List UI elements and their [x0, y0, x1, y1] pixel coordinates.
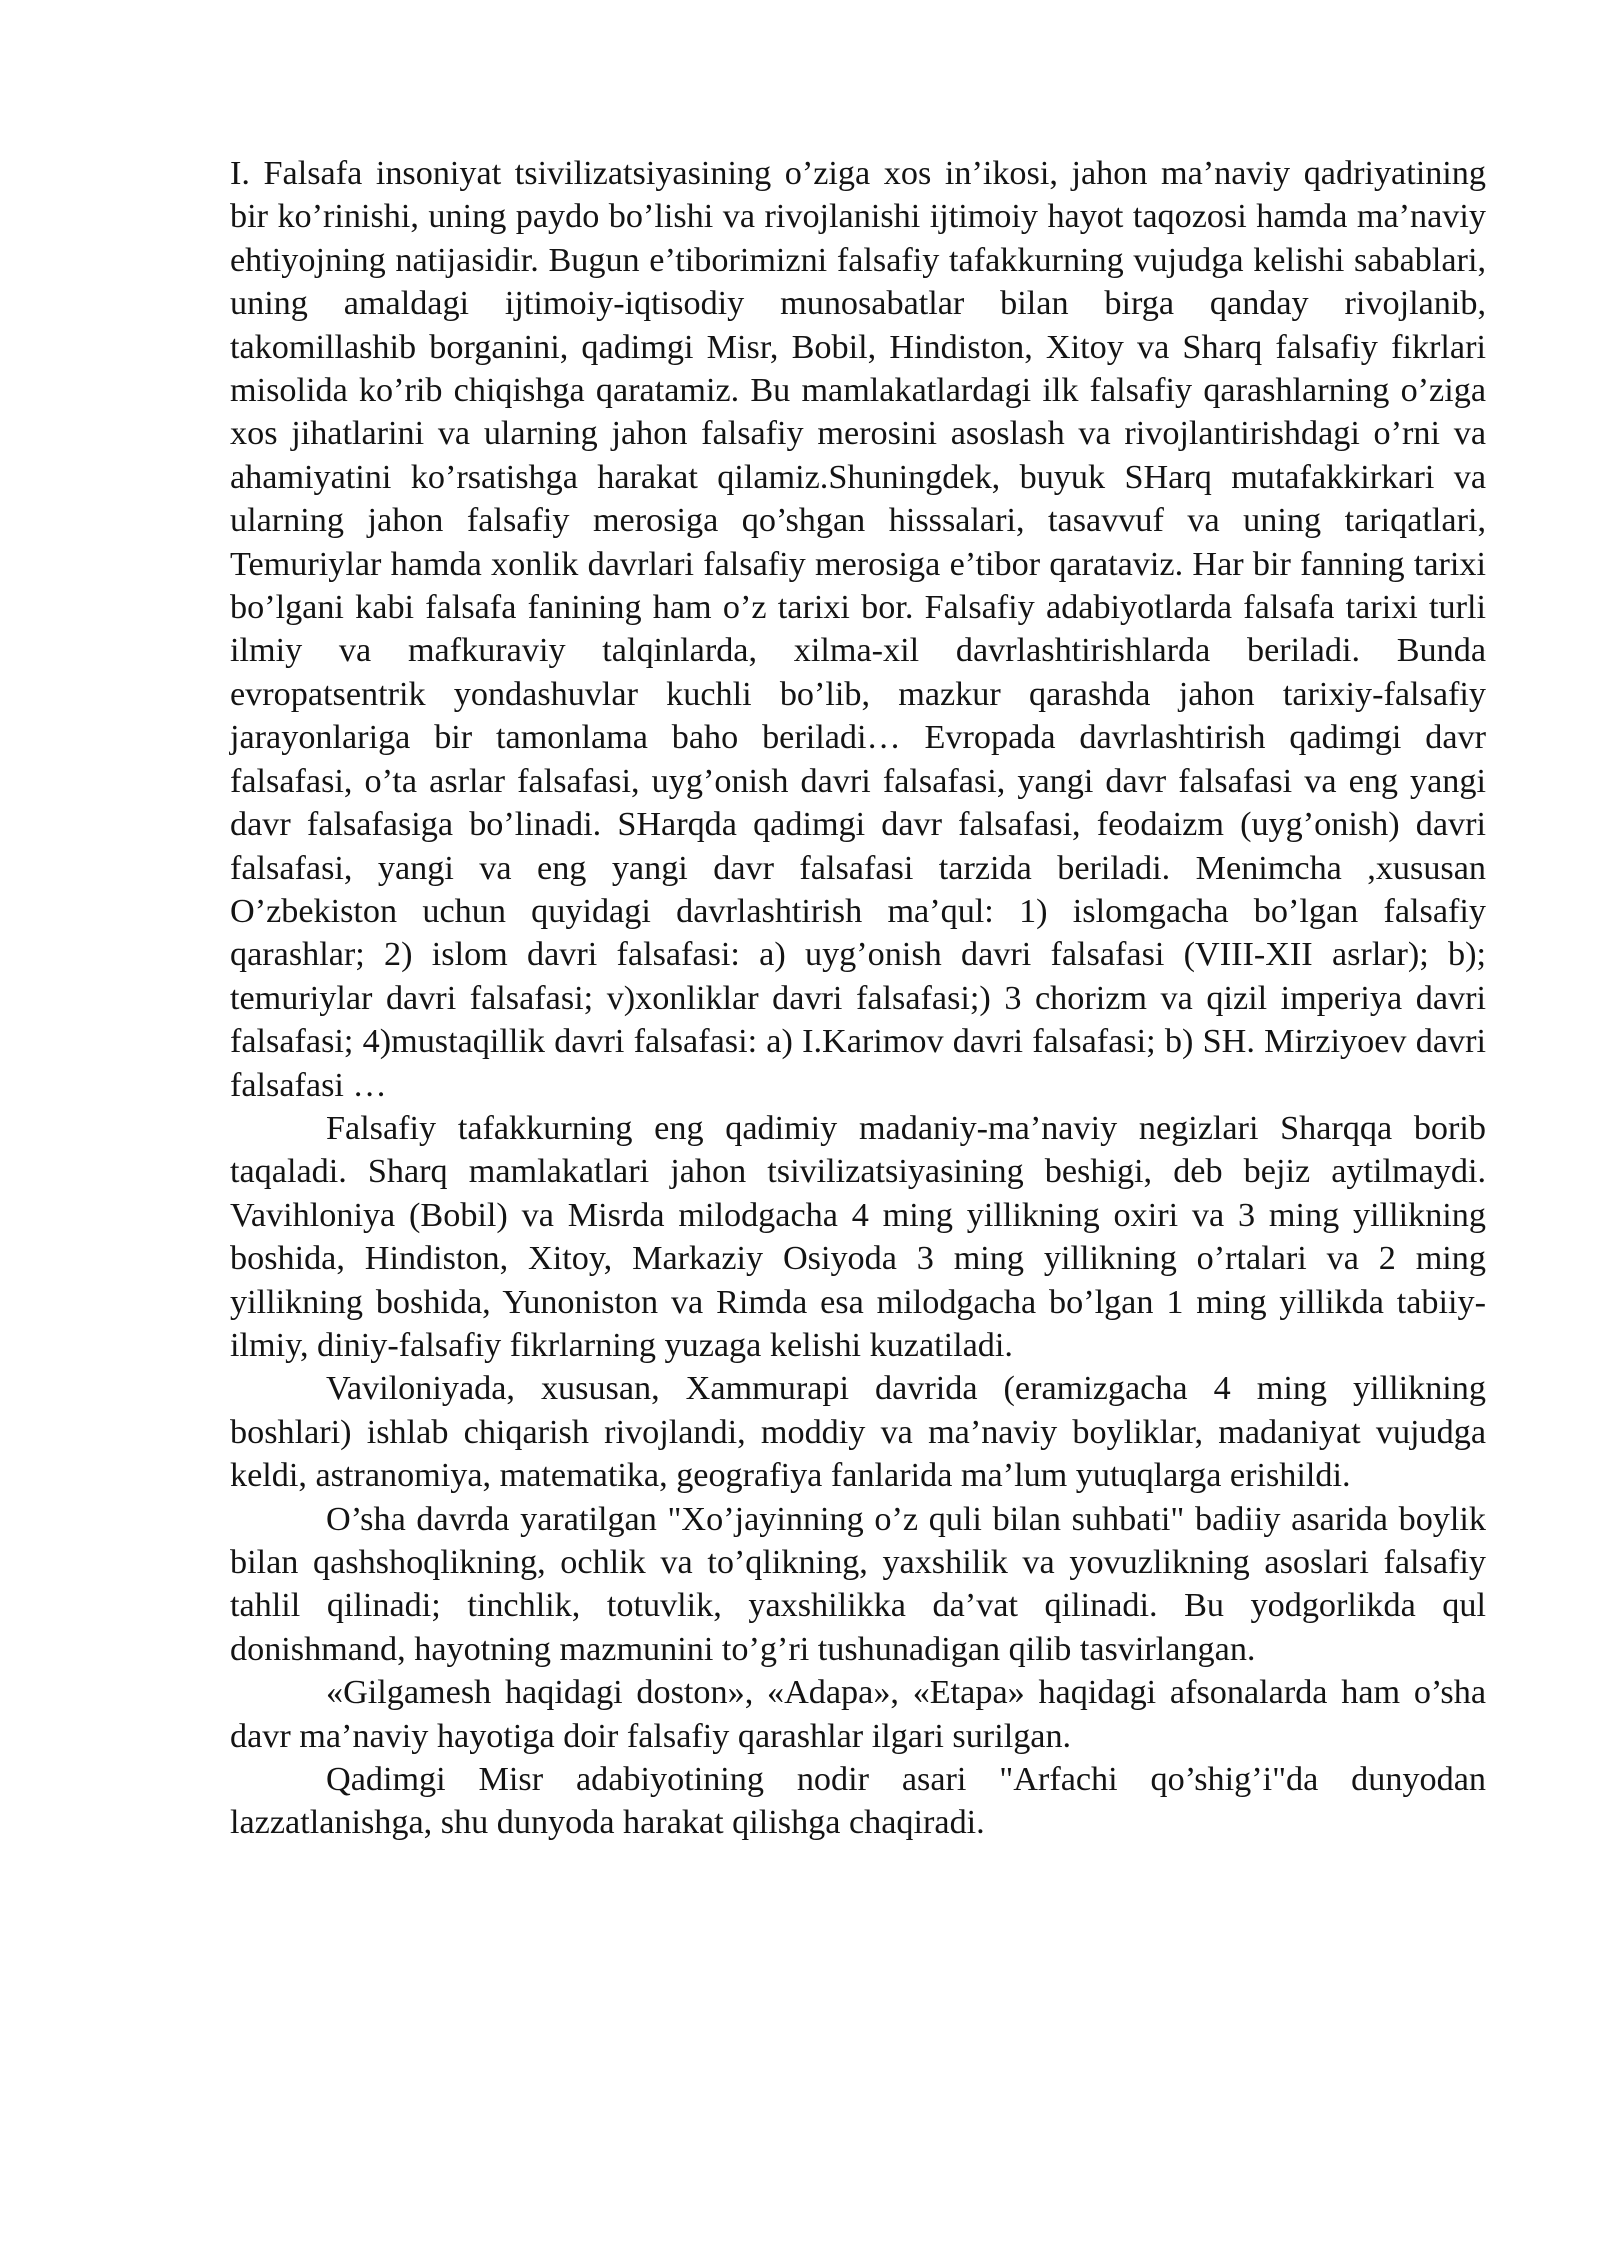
paragraph-eastern-roots: Falsafiy tafakkurning eng qadimiy madaniy-ma’naviy negizlari Sharqqa borib taqaladi. Sharq mamlakatlari jahon tsivilizatsiyasining beshigi, deb bejiz aytilmaydi. Vavihloniya (Bobil) va Misrda milodgacha 4 ming yillikning oxiri va 3 ming yillikning boshida, Hindiston, Xitoy, Markaziy Osiyoda 3 ming yillikning o’rtalari va 2 ming yillikning boshida, Yunoniston va Rimda esa milodgacha bo’lgan 1 ming yillikda tabiiy-ilmiy, diniy-falsafiy fikrlarning yuzaga kelishi kuzatiladi.	[230, 1109, 1486, 1364]
paragraph-intro: I. Falsafa insoniyat tsivilizatsiyasining o’ziga xos in’ikosi, jahon ma’naviy qadriyatining bir ko’rinishi, uning paydo bo’lishi va rivojlanishi ijtimoiy hayot taqozosi hamda ma’naviy ehtiyojning natijasidir. Bugun e’tiborimizni falsafiy tafakkurning vujudga kelishi sabablari, uning amaldagi ijtimoiy-iqtisodiy munosabatlar bilan birga qanday rivojlanib, takomillashib borganini, qadimgi Misr, Bobil, Hindiston, Xitoy va Sharq falsafiy fikrlari misolida ko’rib chiqishga qaratamiz. Bu mamlakatlardagi ilk falsafiy qarashlarning o’ziga xos jihatlarini va ularning jahon falsafiy merosini asoslash va rivojlantirishdagi o’rni va ahamiyatini ko’rsatishga harakat qilamiz.Shuningdek, buyuk SHarq mutafakkirkari va ularning jahon falsafiy merosiga qo’shgan hisssalari, tasavvuf va uning tariqatlari, Temuriylar hamda xonlik davrlari falsafiy merosiga e’tibor qarataviz. Har bir fanning tarixi bo’lgani kabi falsafa fanining ham o’z tarixi bor. Falsafiy adabiyotlarda falsafa tarixi turli ilmiy va mafkuraviy talqinlarda, xilma-xil davrlashtirishlarda beriladi. Bunda evropatsentrik yondashuvlar kuchli bo’lib, mazkur qarashda jahon tarixiy-falsafiy jarayonlariga bir tamonlama baho beriladi… Evropada davrlashtirish qadimgi davr falsafasi, o’ta asrlar falsafasi, uyg’onish davri falsafasi, yangi davr falsafasi va eng yangi davr falsafasiga bo’linadi. SHarqda qadimgi davr falsafasi, feodaizm (uyg’onish) davri falsafasi, yangi va eng yangi davr falsafasi tarzida beriladi. Menimcha ,xususan O’zbekiston uchun quyidagi davrlashtirish ma’qul: 1) islomgacha bo’lgan falsafiy qarashlar; 2) islom davri falsafasi: a) uyg’onish davri falsafasi (VIII-XII asrlar); b); temuriylar davri falsafasi; v)xonliklar davri falsafasi;) 3 chorizm va qizil imperiya davri falsafasi; 4)mustaqillik davri falsafasi: a) I.Karimov davri falsafasi; b) SH. Mirziyoev davri falsafasi …	[230, 155, 1486, 1104]
paragraph-gilgamesh: «Gilgamesh haqidagi doston», «Adapa», «Etapa» haqidagi afsonalarda ham o’sha davr ma’naviy hayotiga doir falsafiy qarashlar ilgari surilgan.	[230, 1674, 1486, 1755]
paragraph-babylon: Vaviloniyada, xususan, Xammurapi davrida (eramizgacha 4 ming yillikning boshlari) ishlab chiqarish rivojlandi, moddiy va ma’naviy boyliklar, madaniyat vujudga keldi, astranomiya, matematika, geografiya fanlarida ma’lum yutuqlarga erishildi.	[230, 1370, 1486, 1495]
document-page	[230, 152, 1486, 1845]
paragraph-egypt-harper-song: Qadimgi Misr adabiyotining nodir asari "Arfachi qo’shig’i"da dunyodan lazzatlanishga, shu dunyoda harakat qilishga chaqiradi.	[230, 1761, 1486, 1842]
paragraph-master-slave-dialogue: O’sha davrda yaratilgan "Xo’jayinning o’z quli bilan suhbati" badiiy asarida boylik bilan qashshoqlikning, ochlik va to’qlikning, yaxshilik va yovuzlikning asoslari falsafiy tahlil qilinadi; tinchlik, totuvlik, yaxshilikka da’vat qilinadi. Bu yodgorlikda qul donishmand, hayotning mazmunini to’g’ri tushunadigan qilib tasvirlangan.	[230, 1500, 1486, 1668]
